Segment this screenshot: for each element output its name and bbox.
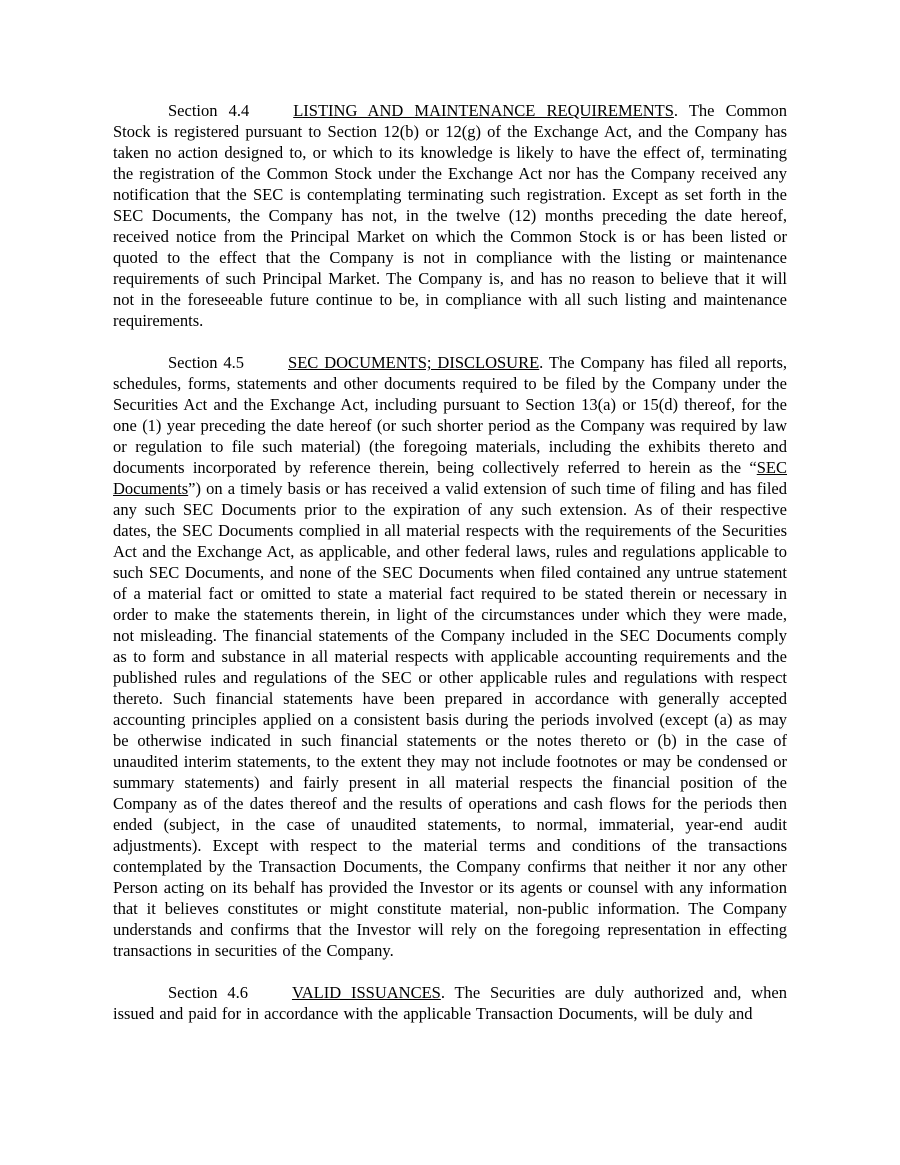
underlined-text: SEC DOCUMENTS; DISCLOSURE xyxy=(288,353,540,372)
text-run: Section 4.5 xyxy=(168,353,245,372)
text-run: . The Company has filed all reports, schedules, forms, statements and other documents required to be filed by the Company under the Securities Act and the Exchange Act, including pursuant to Section 13(a) or 15(d) thereof, for the one (1) year preceding the date hereof (or such shorter period as the Company was required by law or regulation to file such material) (the foregoing materials, including the exhibits thereto and documents incorporated by reference therein, being collectively referred to herein as the “ xyxy=(113,353,787,477)
text-run: . The Securities are duly authorized and, when issued and paid for in accordance with the applicable Transaction Documents, will be duly and xyxy=(113,983,787,1023)
text-run: ”) on a timely basis or has received a valid extension of such time of filing and has filed any such SEC Documents prior to the expiration of any such extension. As of their respective dates, the SEC Documents complied in all material respects with the requirements of the Securities Act and the Exchange Act, as applicable, and other federal laws, rules and regulations applicable to such SEC Documents, and none of the SEC Documents when filed contained any untrue statement of a material fact or omitted to state a material fact required to be stated therein or necessary in order to make the statements therein, in light of the circumstances under which they were made, not misleading. The financial statements of the Company included in the SEC Documents comply as to form and substance in all material respects with applicable accounting requirements and the published rules and regulations of the SEC or other applicable rules and regulations with respect thereto. Such financial statements have been prepared in accordance with generally accepted accounting principles applied on a consistent basis during the periods involved (except (a) as may be otherwise indicated in such financial statements or the notes thereto or (b) in the case of unaudited interim statements, to the extent they may not include footnotes or may be condensed or summary statements) and fairly present in all material respects the financial position of the Company as of the dates thereof and the results of operations and cash flows for the periods then ended (subject, in the case of unaudited statements, to normal, immaterial, year-end audit adjustments). Except with respect to the material terms and conditions of the transactions contemplated by the Transaction Documents, the Company confirms that neither it nor any other Person acting on its behalf has provided the Investor or its agents or counsel with any information that it believes constitutes or might constitute material, non-public information. The Company understands and confirms that the Investor will rely on the foregoing representation in effecting transactions in securities of the Company. xyxy=(113,479,787,960)
tab-gap xyxy=(248,997,292,998)
paragraph-section-4-6 xyxy=(113,982,787,1024)
underlined-text: SEC Documents xyxy=(113,458,787,498)
text-run: Section 4.4 xyxy=(168,101,250,120)
underlined-text: VALID ISSUANCES xyxy=(291,983,441,1002)
text-run: Section 4.6 xyxy=(168,983,248,1002)
tab-gap xyxy=(244,367,288,368)
paragraph-section-4-5 xyxy=(113,352,787,961)
underlined-text: LISTING AND MAINTENANCE REQUIREMENTS xyxy=(293,101,674,120)
tab-gap xyxy=(249,115,293,116)
paragraph-section-4-4 xyxy=(113,100,787,331)
text-run: . The Common Stock is registered pursuant to Section 12(b) or 12(g) of the Exchange Act, and the Company has taken no action designed to, or which to its knowledge is likely to have the effect of, terminating the registration of the Common Stock under the Exchange Act nor has the Company received any notification that the SEC is contemplating terminating such registration. Except as set forth in the SEC Documents, the Company has not, in the twelve (12) months preceding the date hereof, received notice from the Principal Market on which the Common Stock is or has been listed or quoted to the effect that the Company is not in compliance with the listing or maintenance requirements of such Principal Market. The Company is, and has no reason to believe that it will not in the foreseeable future continue to be, in compliance with all such listing and maintenance requirements. xyxy=(113,101,787,330)
